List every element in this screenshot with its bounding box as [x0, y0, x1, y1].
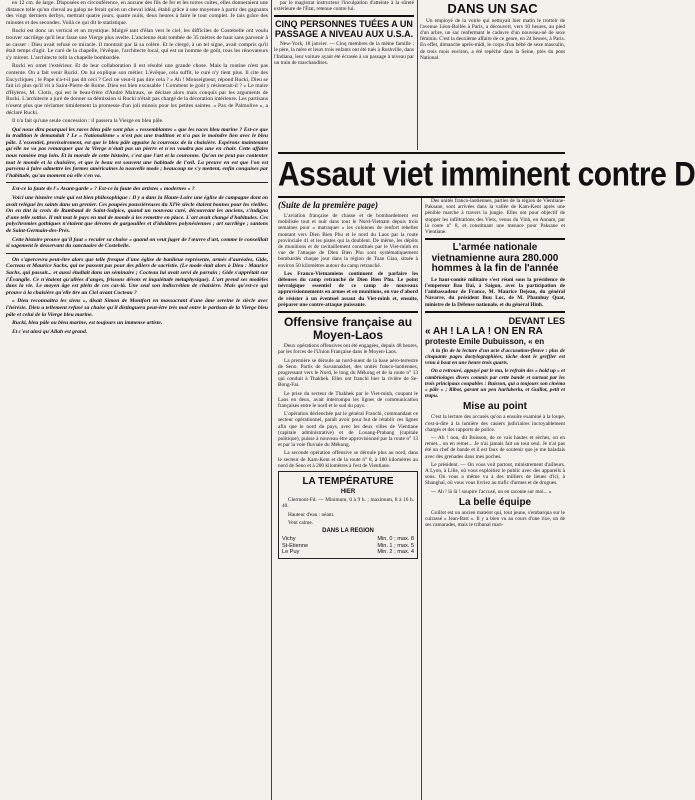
mise-para-0: C'est la lecture des accusés qu'on a ensuite examiné à la loupe, c'est-à-dire à la lumière des casiers judiciaires incroyablement chargés et des rapports de police.: [425, 414, 565, 433]
ah-headline: « AH ! LA LA ! ON EN RA: [425, 325, 543, 337]
devant-heading: DEVANT LES: [508, 315, 565, 326]
sac-body: Un employé de la voirie qui nettoyait hier matin le trottoir de l'avenue Léon-Bollée à Paris, a découvert, vers 10 heures, au pied d'un arbre, un sac renfermant le cadavre d'un nouveau-né de sexe féminin. C'est la deuxième affaire de ce genre, en 24 heures, à Paris. En effet, dimanche après-midi, le corps d'un bébé de sexe masculin, de trois mois environ, a été repêché dans la Seine, près du pont National.: [420, 17, 565, 61]
left-ital-para-0: Qui nous dira pourquoi les races bleu pâle sont plus « ressemblantes » que les races bleu marine ? Est-ce que la tradition le demandait ? Le « Nationalisme » n'est pas une tradition et n'a pas le moindre lien avec le bleu pâle. L'essentiel, provisoirement, est que le bleu pâle appaise la courroux de la chaisière. Espérons maintenant qu'elle ne va pas remarquer que la Vierge n'était pas un pierre et n'en voudra pas une en chair. Cette affaire nous ramène trop loin. Et la morale de cette histoire, c'est que l'art et la couronne. Qu'on ne peut pas contenter tout le monde et la chaisière, et que le beau est souvent une habitude de l'œil. La preuve en est que l'on est parvenu à faire admettre les formes américaines la nouvelle mode ; beaucoup ne s'y mettent, enfin conquises par l'habitude, qu'au moment où elle s'en va.: [6, 126, 268, 179]
weather-city: Le Puy: [282, 549, 300, 556]
divider: [274, 15, 414, 17]
divider: [6, 182, 268, 183]
mise-para-1: — Ah ! non, dit Buisson, de ce vais hautes et sèches, on en remet... on en remet... Je n'ai jamais fait un tout seul. Je n'ai pas été un chef de bande et il est faux de soutenir que je me baladais avec des grenades dans mes poches.: [425, 434, 565, 460]
offensive-para-2: Le prise du secteur de Thakhek par le Viet-minh, coupant le Laos en deux, avait interrompu les lignes de communication françaises entre le nord et le sud du pays.: [278, 390, 418, 410]
ah-subheadline: proteste Emile Dubuisson, « en: [425, 336, 545, 346]
column-separator: [421, 198, 422, 800]
weather-line-2: Vent calme.: [288, 519, 314, 526]
offensive-para-4: La seconde opération offensive se déroule plus au nord, dans le secteur de Kam-Kent et de la route n° 8, à 180 kilomètres au nord de Seno et à 200 kilomètres à l'est de Vientiane.: [278, 450, 418, 469]
weather-row: [282, 549, 414, 556]
weather-row: [282, 543, 414, 550]
left-para-2: Rucki en omet l'extérieur. Et de leur collaboration il est résulté une grande chose. Mais la routine n'est pas contente. On a fait venir Rucki. On lui explique son métier. L'évêque, cela suffit, le curé n'y tient plus. Il cite des Encycliques ; le Pape n'a-t-il pas dit ceci ? Ceci ne veut-il pas dire cela ? « Ah ! Monseigneur, répond Rucki, Dieu se fait ici plus qu'il vit à Saint-Pierre de Rome. Dieu est bien excusable ! Comment le goût y résisterait-il ? » Le maire d'Hyères, M. Clotis, qui est le beau-frère d'André Malraux, se déclare alors mais conquis par les arguments de Rucki. L'architecte a juré de donner sa démission si Rucki n'était pas chargé de la décoration intérieure. Les partisans n'osent plus que réclamer timidement la promesse d'un joli minois pour les petites saintes. « Pax de Palmolive », a déclaré Rucki.: [6, 63, 268, 116]
mid-intro: par le magistrat instructeur l'inculpation d'atteinte à la sûreté extérieure de l'État, retenue contre lui.: [274, 0, 414, 13]
right-top-column: [420, 0, 565, 150]
left-ital-para-6: Rucki, bleu pâle ou bleu marine, est toujours un immense artiste.: [12, 320, 163, 327]
mise-headline: Mise au point: [463, 401, 527, 413]
weather-title: LA TEMPÉRATURE: [302, 476, 394, 488]
weather-city: Vichy: [282, 535, 296, 542]
divider: [278, 311, 418, 313]
weather-line-0: Clermont-Fd. — Minimum, 0 à 9 h. ; maximum, 8 à 16 h. 40.: [282, 497, 414, 510]
offensive-para-3: L'opération déclenchée par le général Franchi, commandant ce secteur opérationnel, paraît avoir pour but de rétablir ces lignes afin que le nord du pays, avec les deux villes de Vientiane (capitale administrative) et de Louang-Prabang (capitale politique), puisse à nouveau être approvisionné par la route n° 13 et par la voie fluviale du Mékong.: [278, 411, 418, 449]
weather-value: Min. 1 ; max. 5: [377, 542, 414, 549]
offensive-para-1: La première se déroule au nord-ouest de la base aéro-terrestre de Seno. Partis de Savannakhet, des unités franco-laotiennes, progressant vers le Nord, le long du Mékong et de la route n° 13 qui conduit à Thakhek. Elles ont franchi hier la rivière de Se-Bong-Fai.: [278, 357, 418, 389]
left-para-0: en 12 cm. de large. Disposées en circonférence, en aucune des fils de fer et les torres cuites, elles donneraient une distance telle qu'un cheval au galop ne ferait qu'en un cheval idéal, établi grâce à une moyenne à partir des gagnants des vingt derniers derbys, mettrait quatre jours, quatre nuits, deux heures à faire le tour complet. Je tais grâce des minutes et des secondes. Voilà ce qui dit le statistique.: [6, 0, 268, 26]
left-para-3: Il n'a fait qu'une seule concession : il passera la Vierge en bleu pâle.: [12, 118, 164, 125]
weather-value: Min. 0 ; max. 8: [377, 535, 414, 542]
left-ital-para-2: Voici une histoire vraie qui est bien philosophique : Il y a dans la Haute-Loire une église de campagne dont on avait relégué les saints dans un grenier. Ces poupées poussiéreuses du XIVe siècle étaient bonnes pour les vieilles. On en tint la croix de Rambaud de Saint-Sulpice, quand un nouveau curé, découvrant les anciens, s'indigna d'une telle sottise. Il mit tout le pays en mal de monde à les remettre en place. L'art avait changé d'habitudes. Ces polychromies gothiques n'étaient que dévotes de gargouilles et d'idolâtres polynésiennes ; art sacrilège ; santons de Saint-Germain-des-Prés.: [6, 195, 268, 234]
right-column: [425, 198, 565, 800]
army-headline: L'armée nationale vietnamienne aura 280.000 hommes à la fin de l'année: [431, 242, 559, 275]
weather-value: Min. 2 ; max. 4: [377, 549, 414, 556]
main-headline: Assaut viet imminent contre D: [278, 155, 695, 194]
army-para: Le haut-comité militaire s'est réuni sous la présidence de l'empereur Bao Dai, à Saigon, avec la participation de l'ambassadeur de France, M. Maurice Dejean, du général Navarre, du président Buu Loc, de M. Phamhuy Quat, ministre de la Défense nationale, et du général Hinh.: [425, 276, 565, 308]
left-ital-para-5: « Dieu reconnaîtra les siens », disait Simon de Montfort en massacrant d'une âme sereine le siècle avec l'hérésie. Dieu a tellement refusé sa chaise qu'il distinguera peut-être très mal entre le partisan de la Vierge bleu pâle et celui de la Vierge bleu marine.: [6, 298, 268, 318]
usa-headline: CINQ PERSONNES TUÉES A UN PASSAGE A NIVEAU AUX U.S.A.: [274, 19, 414, 39]
equipe-para: Guillot est un ancien matelot qui, tout jeune, s'embarqua sur le cuirassé « Jean-Bart ». Il y a bien vu au cours d'une rixe, un de ses camarades, mais le tribunal mari-: [425, 509, 565, 529]
ah-para-1: On a retrouvé, appuyé par le mu, le refrain des « hold up » et cambriolages divers commis par cette bande et surtout par les trois principaux coupables : Buisson, qui a toujours son cinéma « pâle » ; Ribot, garant un peu hurluberlu, et Guillot, petit et trapu.: [425, 368, 565, 400]
weather-city: St-Etienne: [282, 542, 309, 549]
offensive-headline: Offensive française au Moyen-Laos: [283, 315, 413, 342]
left-italic-section: [6, 127, 268, 336]
center-column: [278, 198, 418, 800]
center-para-1: Les Franco-Vietnamiens continuent de parfaire les défenses du camp retranché de Dien Bien Phu. Le point névralgique essentiel de ce camp de nouveaux approvisionnements en armes et en munitions, en vue d'abord de résister à un éventuel assaut du Viet-minh et, ensuite, préparer une contre-attaque puissante.: [278, 270, 418, 308]
left-ital-para-4: On s'apercevra peut-être alors que telle fresque d'une église de banlieue représente, armés d'auréoles, Gide, Cocteau et Maurice Sachs, qui ne passent pas pour des piliers de sacristie. (Le mode était alors à Dieu : Maurice Sachs, qui passait... et aussi étudiait dans un séminaire ; Cocteau lui avait servi de parrain ; Gide s'apprêtait sur l'Évangile. Ce n'étaient qu'allées d'anges, frissons dévots et inquiétude métaphysique). L'art prend ses modèles dans la vie. Le moyen âge est plein de ces cas-là. Une seul son indiscrétion de chaisière. Mais qu'est-ce qui prouve à la chaisière qu'elle tire au Ciel avant Cocteau ?: [6, 256, 268, 296]
offensive-para-0: Deux opérations offensives ont été engagées, depuis 48 heures, par les forces de l'Union Française dans le Moyen-Laos.: [278, 343, 418, 356]
divider: [425, 311, 565, 313]
weather-line-1: Hauteur d'eau : néant.: [288, 511, 335, 518]
weather-row: [282, 536, 414, 543]
weather-hier: HIER: [340, 489, 356, 496]
center-para-0: L'aviation française de chasse et de bombardement est mobilisée tout et nuit dans tout le Nord-Vietnam depuis trois semaines pour « matraquer » les colonnes de renfort rebelles montant vers Dien Bien Phu et le nord du Laos par la route provinciale 41 et les pistes qui la doublent. De même, les dépôts de munitions et de ravitaillement constitués par le Viet-minh en vue de l'attaque de Dien Bien Phu sont systématiquement bombardés chaque jour dans la région de Tuan Giao, située à environ 50 kilomètres autour du camp retranché.: [278, 213, 418, 269]
mise-para-3: — Ah ! là là ! soupire l'accusé, on en raconte sur moi... »: [431, 488, 552, 495]
left-ital-para-7: Et c'est ainsi qu'Allah est grand.: [12, 328, 88, 335]
suite-subhead: (Suite de la première page): [278, 200, 378, 210]
equipe-headline: La belle équipe: [458, 496, 532, 508]
right-intro: Des unités franco-laotiennes, parties de la région de Vientiane-Paksane, sont arrivées dans la vallée de Kam-Kent après une pénible marche à travers la jungle. Elles ont pour objectif de stopper les infiltrations des Viets, venus du Vinh, en Annam, par la route n° 8, et constituant une menace pour Paksane et Vientiane.: [425, 198, 565, 236]
column-separator: [417, 0, 418, 150]
divider: [6, 253, 268, 254]
left-para-1: Rucki est donc un vertical et un mystique. Malgré tant d'élan vers le ciel, les difficiles de Costebelle ont voulu trouver sacrilège qu'il leur fasse une Vierge plus avelte. L'ancienne était tombée de 35 mètres de haut sans parvenir à se casser : Dieu avait refusé ce miracle. Il montrait par là sa colère. Et le clergé, à un tel signe, avait compris qu'il était temps d'agir. Le curé de la chapelle, l'évêque, l'architecte local, qui est un homme de goût, tous les rénovateurs s'y mirent. L'architecte relit la chapelle bombardée.: [6, 28, 268, 61]
left-column: [6, 0, 268, 800]
mise-para-2: Le président. — On vous voit partout, ministrement d'ailleurs. A Lyon, à Lille, où vous exploitiez le public avec des appareils à sous. On vous a même vu à des milliers de lieues d'ici, à Shanghaï, où vous vous livriez au trafic d'armes et de drogues.: [425, 461, 565, 487]
weather-box: [278, 471, 418, 559]
divider: [425, 238, 565, 240]
usa-body: New-York, 18 janvier. — Cinq membres de la même famille : le père, la mère et leurs trois enfants ont été tués à Rushville, dans l'Indiana, leur voiture ayant été écrasée à un passage à niveau par un train de marchandises.: [274, 41, 414, 66]
mid-top-column: [274, 0, 414, 150]
sac-headline: DANS UN SAC: [447, 1, 538, 16]
left-ital-para-1: Est-ce la faute de l'« Avant-garde » ? Est-ce la faute des artistes « modernes » ?: [12, 186, 195, 193]
ah-para-0: A la fin de la lecture d'un acte d'accusation-fleuve : plus de cinquante pages dactylographiées, tâche dont le greffier est venu à bout en une heure trois quarts.: [425, 347, 565, 367]
column-separator: [271, 0, 272, 800]
left-ital-para-3: Cette histoire prouve qu'il faut « reculer sa chaise » quand on veut juger de l'œuvre d'art, comme le conseillait si sagement le desservant du sanctuaire de Costebelle.: [6, 236, 268, 250]
main-headline-banner: [278, 152, 695, 198]
weather-region-title: DANS LA REGION: [322, 527, 374, 534]
